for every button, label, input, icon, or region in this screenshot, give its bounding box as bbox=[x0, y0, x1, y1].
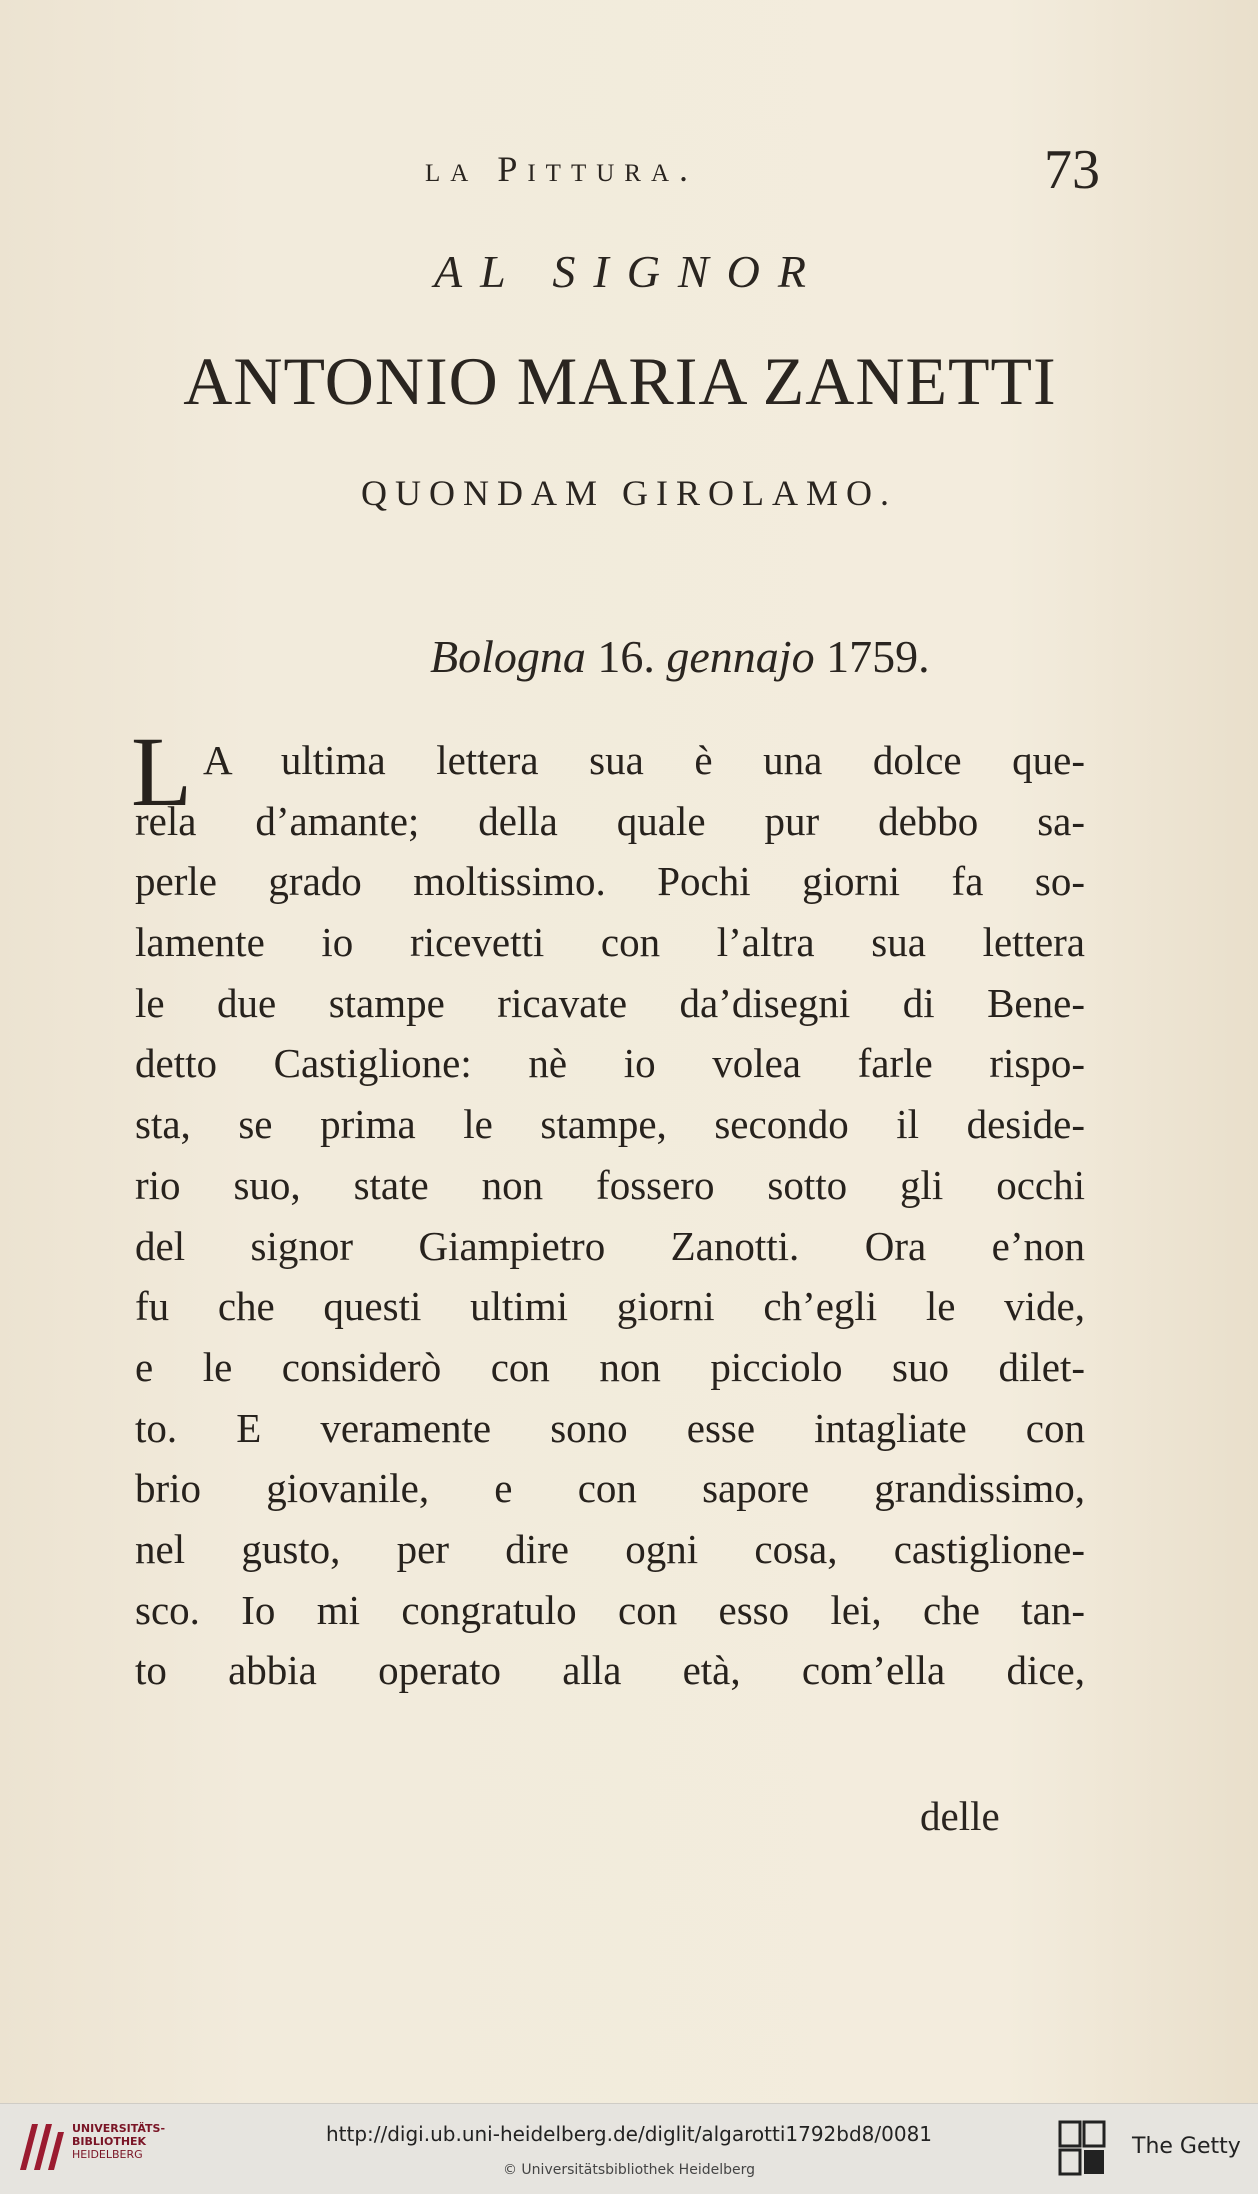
drop-cap: L bbox=[131, 716, 193, 827]
text-line: e le considerò con non picciolo suo dilet- bbox=[135, 1343, 1085, 1390]
letter-body bbox=[131, 716, 1085, 1701]
salutation-heading: AL SIGNOR bbox=[434, 246, 824, 297]
text-line: brio giovanile, e con sapore grandissimo, bbox=[135, 1465, 1085, 1512]
copyright-notice: © Universitätsbibliothek Heidelberg bbox=[502, 2162, 755, 2178]
text-line: del signor Giampietro Zanotti. Ora e’non bbox=[135, 1222, 1085, 1269]
text-line: perle grado moltissimo. Pochi giorni fa so- bbox=[135, 858, 1085, 905]
text-line: fu che questi ultimi giorni ch’egli le vide, bbox=[135, 1283, 1085, 1330]
text-line: to abbia operato alla età, com’ella dice, bbox=[135, 1647, 1085, 1694]
text-line: rio suo, state non fossero sotto gli occhi bbox=[135, 1161, 1085, 1208]
text-line: to. E veramente sono esse intagliate con bbox=[135, 1404, 1085, 1451]
text-line: rela d’amante; della quale pur debbo sa- bbox=[135, 797, 1085, 844]
text-line: lamente io ricevetti con l’altra sua lettera bbox=[135, 919, 1085, 966]
dateline-month: gennajo bbox=[666, 631, 815, 682]
library-name-line: BIBLIOTHEK bbox=[72, 2135, 147, 2148]
dateline bbox=[430, 630, 930, 683]
text-line: A ultima lettera sua è una dolce que- bbox=[203, 737, 1085, 783]
getty-logo-icon bbox=[1058, 2120, 1108, 2178]
text-line: sta, se prima le stampe, secondo il deside- bbox=[135, 1101, 1085, 1148]
page-number: 73 bbox=[1044, 139, 1100, 201]
running-head-title: la Pittura. bbox=[425, 149, 698, 189]
recipient-subtitle: QUONDAM GIROLAMO. bbox=[361, 473, 897, 513]
partner-name: The Getty bbox=[1132, 2134, 1241, 2159]
library-name-line: UNIVERSITÄTS- bbox=[72, 2122, 166, 2135]
text-line: nel gusto, per dire ogni cosa, castiglione- bbox=[135, 1525, 1085, 1572]
catchword: delle bbox=[920, 1793, 1000, 1839]
running-header bbox=[140, 139, 1100, 218]
permalink-url[interactable]: http://digi.ub.uni-heidelberg.de/diglit/algarotti1792bd8/0081 bbox=[325, 2122, 933, 2146]
viewer-footer bbox=[0, 2103, 1258, 2194]
recipient-name: ANTONIO MARIA ZANETTI bbox=[183, 343, 1057, 419]
library-name-line: HEIDELBERG bbox=[72, 2148, 143, 2161]
text-line: le due stampe ricavate da’disegni di Bene- bbox=[135, 979, 1085, 1026]
text-line: sco. Io mi congratulo con esso lei, che tan- bbox=[135, 1586, 1085, 1633]
text-line: detto Castiglione: nè io volea farle rispo- bbox=[135, 1040, 1085, 1087]
dateline-year: 1759. bbox=[826, 631, 930, 682]
dateline-city: Bologna bbox=[430, 631, 586, 682]
dateline-day: 16. bbox=[597, 631, 655, 682]
